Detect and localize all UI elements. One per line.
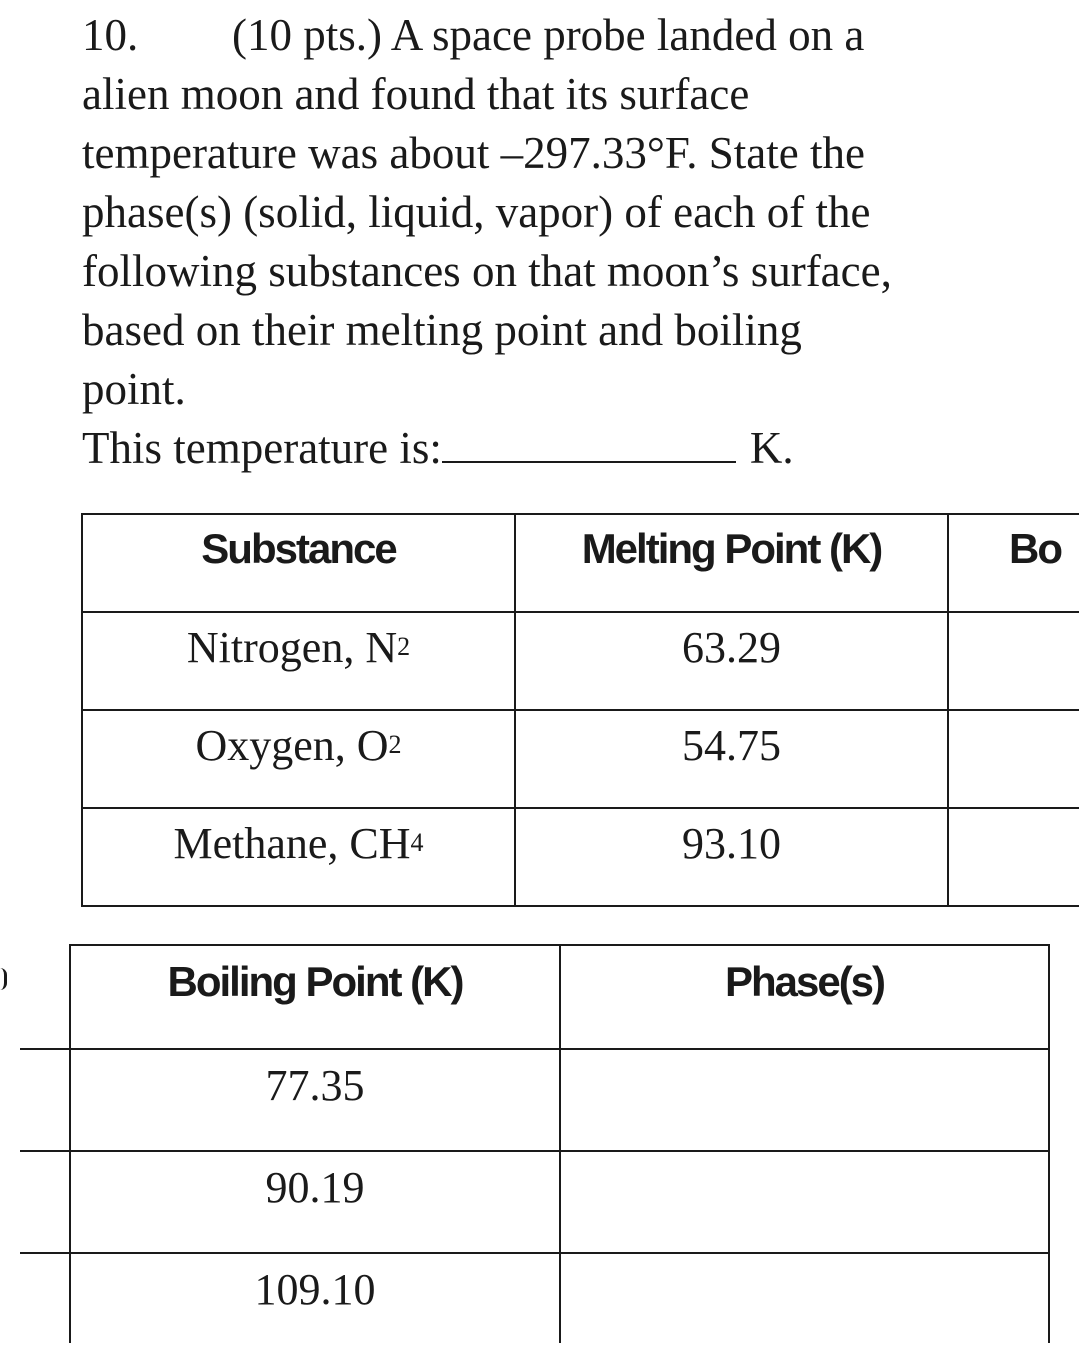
- question-line-7: point.: [82, 364, 186, 414]
- phase-answer-nitrogen[interactable]: [561, 1034, 1048, 1136]
- question-line-3: temperature was about –297.33°F. State the: [82, 128, 865, 178]
- header-substance: Substance: [201, 525, 396, 572]
- melting-point-methane: 93.10: [682, 818, 781, 868]
- header-boiling-point-cut: Bo: [1009, 525, 1061, 572]
- substance-nitrogen: Nitrogen, N 2: [186, 622, 411, 672]
- header-phases: Phase(s): [724, 958, 885, 1005]
- phase-answer-methane[interactable]: [561, 1238, 1048, 1340]
- header-melting-point: Melting Point (K): [581, 525, 882, 572]
- boiling-point-methane: 109.10: [254, 1264, 376, 1314]
- temperature-answer-blank[interactable]: [442, 421, 736, 463]
- table-right-border: [1048, 944, 1050, 1343]
- question-line-4: phase(s) (solid, liquid, vapor) of each of the: [82, 187, 871, 237]
- question-line-5: following substances on that moon’s surface,: [82, 246, 892, 296]
- substance-name: Oxygen, O: [195, 720, 389, 770]
- substance-oxygen: Oxygen, O 2: [195, 720, 402, 770]
- substance-name: Methane, CH: [173, 818, 411, 868]
- boiling-point-nitrogen: 77.35: [265, 1060, 365, 1110]
- temperature-prompt: This temperature is:: [82, 423, 442, 473]
- question-text: [82, 6, 1042, 478]
- question-line-1-text: (10 pts.) A space probe landed on a: [232, 10, 865, 60]
- question-line-1: [82, 6, 1042, 65]
- substance-methane: Methane, CH 4: [173, 818, 424, 868]
- question-line-6: based on their melting point and boiling: [82, 305, 802, 355]
- question-number: 10.: [82, 10, 139, 60]
- temperature-unit: K.: [749, 423, 794, 473]
- substance-name: Nitrogen, N: [186, 622, 398, 672]
- melting-point-nitrogen: 63.29: [682, 622, 781, 672]
- melting-point-oxygen: 54.75: [682, 720, 781, 770]
- boiling-point-oxygen: 90.19: [265, 1162, 365, 1212]
- question-line-2: alien moon and found that its surface: [82, 69, 750, 119]
- temperature-prompt-line: [82, 419, 1042, 478]
- phase-answer-oxygen[interactable]: [561, 1136, 1048, 1238]
- table-bottom-border: [81, 905, 1079, 907]
- cut-off-border-mark: [0, 960, 10, 1000]
- header-boiling-point: Boiling Point (K): [167, 958, 463, 1005]
